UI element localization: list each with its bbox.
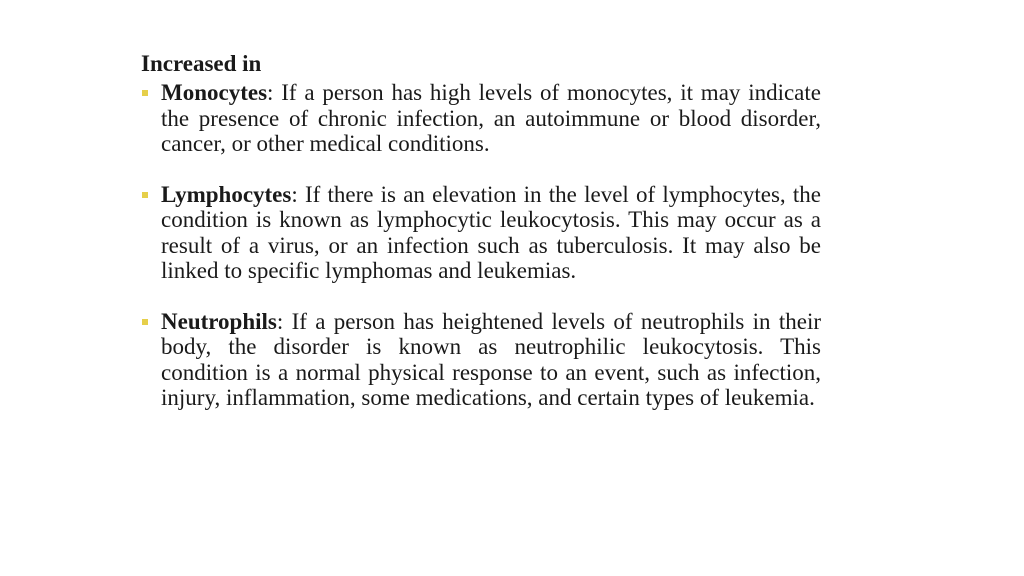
bullet-text: : If a person has heightened levels of neutrophils in their body, the disorder is known as neutrophilic leukocytosis. This condition is a normal physical response to an event, such as infection, injury, inflammation, some medications, and certain types of leukemia. bbox=[161, 308, 821, 410]
bullet-item-neutrophils bbox=[141, 309, 821, 411]
bullet-item-monocytes bbox=[141, 80, 821, 157]
bullet-text: : If a person has high levels of monocytes, it may indicate the presence of chronic infection, an autoimmune or blood disorder, cancer, or other medical conditions. bbox=[161, 80, 821, 156]
bullet-term: Lymphocytes bbox=[161, 181, 292, 207]
square-bullet-icon bbox=[142, 319, 148, 325]
bullet-list bbox=[141, 80, 821, 411]
bullet-term: Monocytes bbox=[161, 80, 268, 105]
slide-heading: Increased in bbox=[141, 51, 262, 76]
square-bullet-icon bbox=[142, 90, 148, 96]
slide-content bbox=[141, 50, 821, 411]
square-bullet-icon bbox=[142, 192, 148, 198]
bullet-term: Neutrophils bbox=[161, 308, 277, 334]
bullet-item-lymphocytes bbox=[141, 182, 821, 284]
bullet-text: : If there is an elevation in the level of lymphocytes, the condition is known as lymphocytic leukocytosis. This may occur as a result of a virus, or an infection such as tuberculosis. It may also be linked to specific lymphomas and leukemias. bbox=[161, 181, 821, 283]
